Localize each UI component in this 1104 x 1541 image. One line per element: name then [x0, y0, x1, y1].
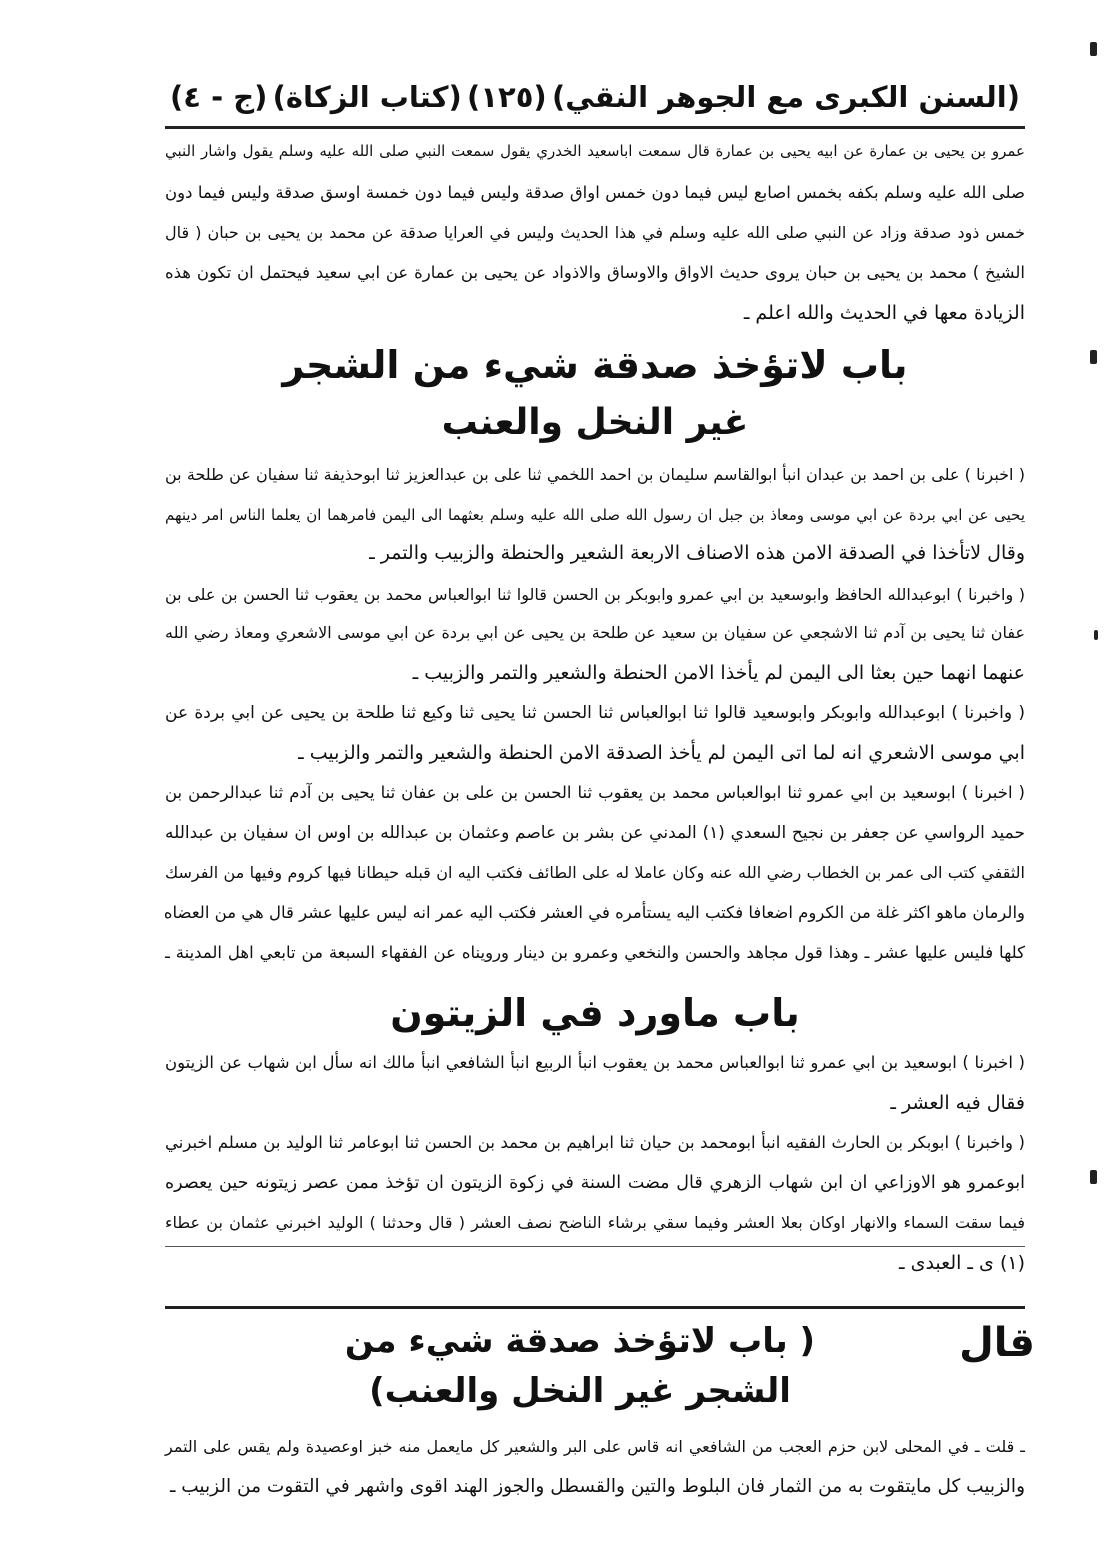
text-line: فقال فيه العشر ـ	[890, 1092, 1025, 1114]
commentary-rule	[165, 1306, 1025, 1309]
header-book-title: (السنن الكبرى مع الجوهر النقي)	[551, 80, 1020, 114]
text-line: الزيادة معها في الحديث والله اعلم ـ	[743, 302, 1025, 324]
text-line: ابوعمرو هو الاوزاعي ان ابن شهاب الزهري قال مضت السنة في زكوة الزيتون ان تؤخذ ممن عصر زيتونه حين يعصره	[165, 1173, 1025, 1193]
margin-mark	[1090, 1170, 1097, 1184]
text-line: يحيى عن ابي بردة عن ابي موسى ومعاذ بن جبل ان رسول الله صلى الله عليه وسلم بعثهما الى اليمن فامرهما ان يعلما الناس امر دينهم	[165, 506, 1025, 524]
header-chapter: (كتاب الزكاة)	[272, 80, 462, 114]
commentary-heading: الشجر غير النخل والعنب)	[369, 1371, 791, 1411]
section-heading: باب ماورد في الزيتون	[390, 991, 800, 1035]
text-line: الشيخ ) محمد بن يحيى بن حبان يروى حديث الاواق والاوساق والاذواد عن يحيى بن عمارة عن ابي سعيد فيحتمل ان تكون هذه	[165, 263, 1025, 282]
text-line: عمرو بن يحيى بن عمارة عن ابيه يحيى بن عمارة قال سمعت اباسعيد الخدري يقول سمعت النبي صلى الله عليه وسلم يقول واشار النبي	[165, 142, 1025, 160]
text-line: صلى الله عليه وسلم بكفه بخمس اصابع ليس فيما دون خمس اواق صدقة وليس فيما دون خمسة اوسق صدقة وليس فيما دون	[165, 183, 1025, 202]
text-line: كلها فليس عليها عشر ـ وهذا قول مجاهد والحسن والنخعي وعمرو بن دينار ورويناه عن الفقهاء السبعة من تابعي اهل المدينة ـ	[165, 943, 1025, 962]
margin-mark	[1090, 42, 1097, 56]
text-line: ( واخبرنا ) ابوعبدالله الحافظ وابوسعيد بن ابي عمرو وابوبكر بن الحسن قالوا ثنا ابوالعباس محمد بن يعقوب ثنا الحسن بن على بن	[165, 585, 1025, 604]
section-heading: باب لاتؤخذ صدقة شيء من الشجر	[282, 343, 908, 387]
text-line: ( اخبرنا ) ابوسعيد بن ابي عمرو ثنا ابوالعباس محمد بن يعقوب ثنا الحسن بن على بن عفان ثنا يحيى بن آدم ثنا عبدالرحمن بن	[165, 783, 1025, 802]
text-line: عنهما انهما حين بعثا الى اليمن لم يأخذا الامن الحنطة والشعير والتمر والزبيب ـ	[412, 662, 1025, 684]
footnote-rule	[165, 1246, 1025, 1247]
text-line: الثقفي كتب الى عمر بن الخطاب رضي الله عنه وكان عاملا له على الطائف فكتب اليه ان قبله حيطانا فيها كروم وفيها من الفرسك	[165, 863, 1025, 882]
text-line: حميد الرواسي عن جعفر بن نجيح السعدي (١) المدني عن بشر بن عاصم وعثمان بن عبدالله بن اوس ان سفيان بن عبدالله	[165, 823, 1026, 843]
text-line: ( واخبرنا ) ابوعبدالله وابوبكر وابوسعيد قالوا ثنا ابوالعباس ثنا الحسن ثنا يحيى ثنا وكيع ثنا طلحة بن يحيى عن ابي بردة عن	[165, 703, 1025, 723]
text-line: خمس ذود صدقة وزاد عن النبي صلى الله عليه وسلم في هذا الحديث وليس في العرايا صدقة عن محمد بن يحيى بن حبان ( قال	[165, 223, 1025, 242]
header-page-number: (١٢٥)	[467, 80, 547, 114]
commentary-heading: ( باب لاتؤخذ صدقة شيء من	[344, 1321, 816, 1361]
margin-mark	[1094, 630, 1098, 640]
text-line: ( اخبرنا ) ابوسعيد بن ابي عمرو ثنا ابوالعباس محمد بن يعقوب انبأ الربيع انبأ الشافعي انبأ مالك انه سأل ابن شهاب عن الزيتون	[165, 1053, 1025, 1072]
commentary-line: ـ قلت ـ في المحلى لابن حزم العجب من الشافعي انه قاس على البر والشعير كل مايعمل منه خبز اوعصيدة ولم يقس على التمر	[165, 1437, 1025, 1456]
commentary-line: والزبيب كل مايتقوت به من الثمار فان البلوط والتين والقسطل والجوز الهند اقوى واشهر في التقوت من الزبيب ـ	[169, 1476, 1025, 1497]
text-line: وقال لاتأخذا في الصدقة الامن هذه الاصناف الاربعة الشعير والحنطة والزبيب والتمر ـ	[369, 542, 1025, 564]
header-volume: (ج - ٤)	[170, 80, 268, 114]
section-heading: غير النخل والعنب	[441, 402, 749, 443]
text-line: ابي موسى الاشعري انه لما اتى اليمن لم يأخذ الصدقة الامن الحنطة والشعير والتمر والزبيب ـ	[298, 742, 1025, 764]
text-line: والرمان ماهو اكثر غلة من الكروم اضعافا فكتب اليه يستأمره في العشر فكتب اليه عمر انه ليس عليها عشر قال هي من العضاه	[163, 903, 1025, 922]
text-line: ( واخبرنا ) ابوبكر بن الحارث الفقيه انبأ ابومحمد بن حيان ثنا ابراهيم بن محمد بن الحسن ثنا ابوعامر ثنا الوليد بن مسلم اخبرني	[165, 1133, 1025, 1152]
commentary-qala: قال	[959, 1320, 1035, 1366]
footnote: (١) ى ـ العبدى ـ	[898, 1252, 1025, 1274]
text-line: فيما سقت السماء والانهار اوكان بعلا العشر وفيما سقي برشاء الناضح نصف العشر ( قال وحدثنا ) الوليد اخبرني عثمان بن عطاء	[165, 1213, 1025, 1232]
header-rule	[165, 126, 1025, 129]
margin-mark	[1090, 350, 1097, 364]
running-header	[170, 70, 1020, 124]
text-line: عفان ثنا يحيى بن آدم ثنا الاشجعي عن سفيان بن سعيد عن طلحة بن يحيى عن ابي بردة عن ابي موسى الاشعري ومعاذ رضي الله	[165, 623, 1025, 642]
text-line: ( اخبرنا ) على بن احمد بن عبدان انبأ ابوالقاسم سليمان بن احمد اللخمي ثنا على بن عبدالعزيز ثنا ابوحذيفة ثنا سفيان عن طلحة بن	[165, 465, 1025, 484]
